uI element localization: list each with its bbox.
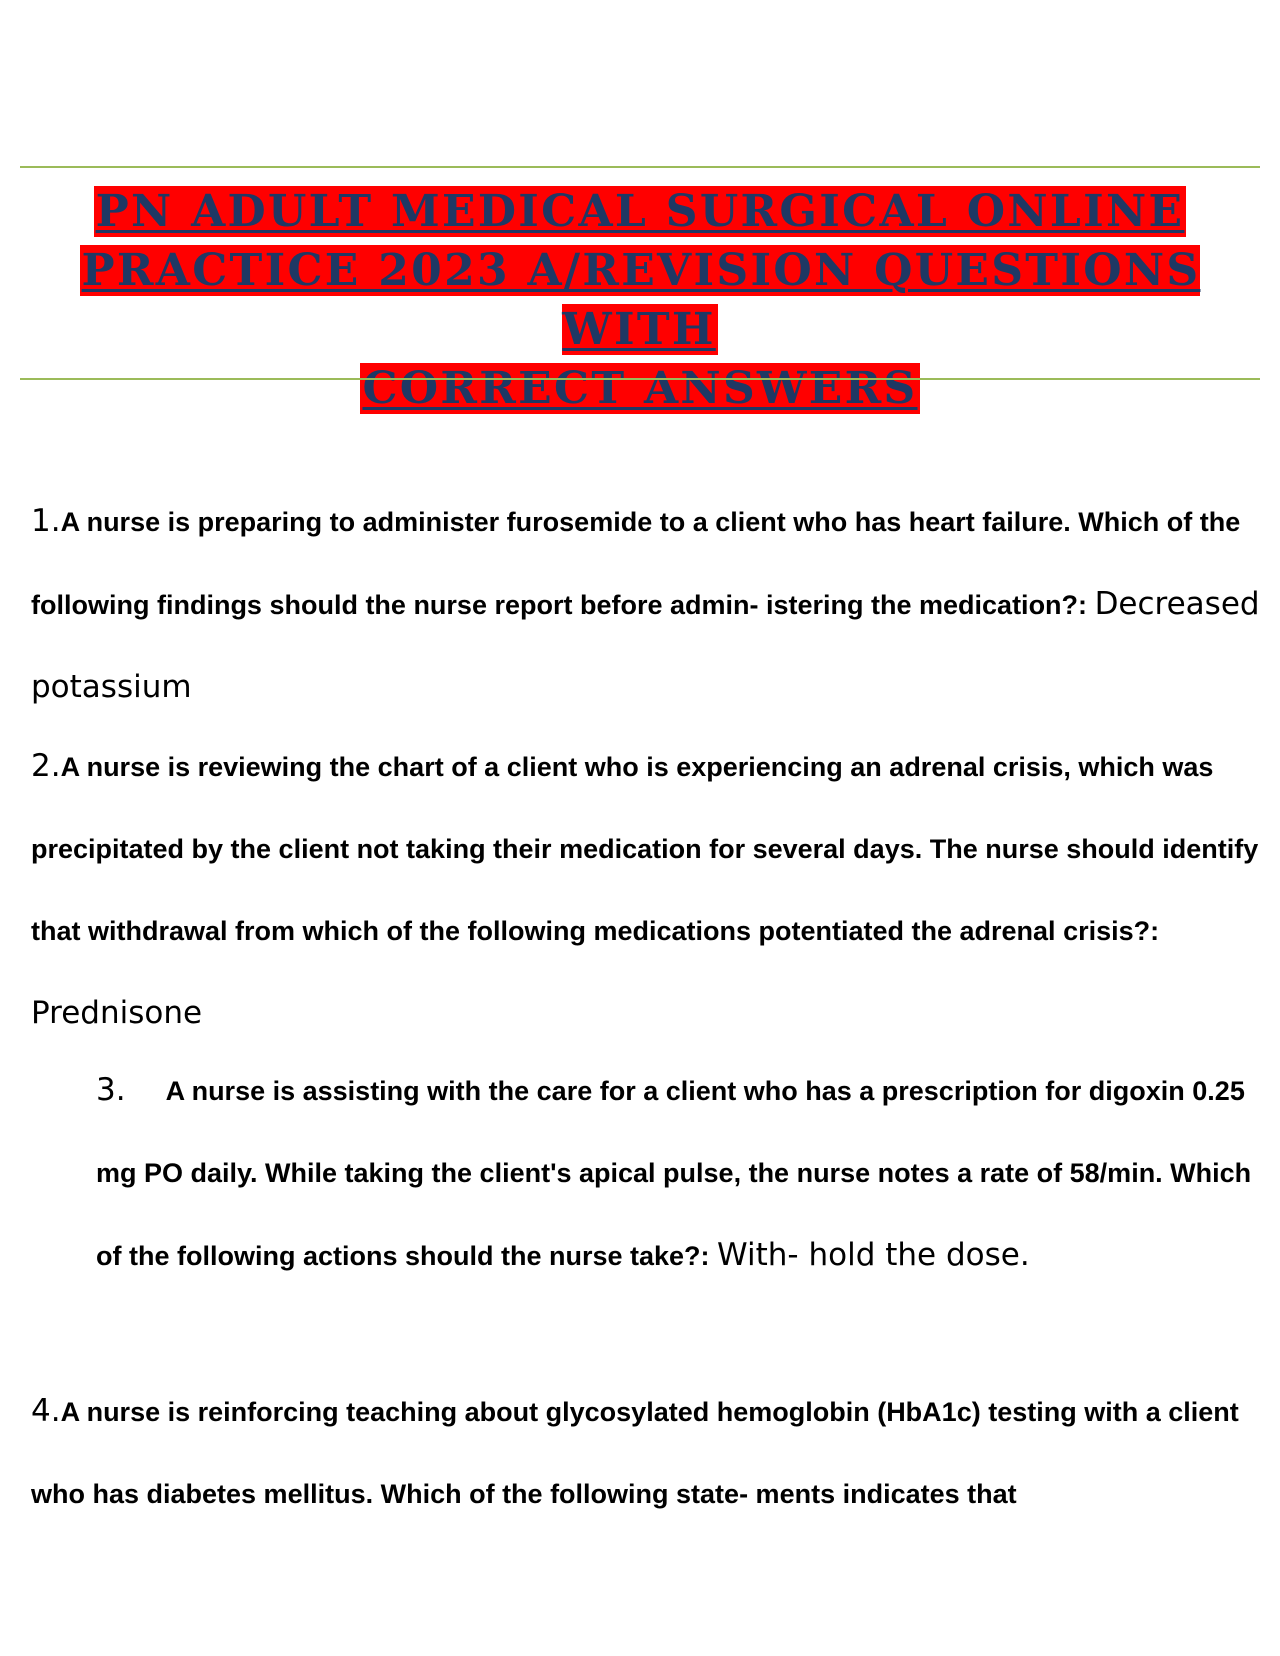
question-number: 4. xyxy=(31,1393,61,1429)
question-number: 1. xyxy=(31,503,61,539)
question-answer: Decreased potassium xyxy=(31,586,1260,705)
question-1 xyxy=(31,480,1260,729)
question-4 xyxy=(31,1370,1260,1535)
bottom-divider xyxy=(20,378,1260,380)
title-line-3: CORRECT ANSWERS xyxy=(362,363,918,414)
question-number: 3. xyxy=(96,1072,126,1108)
document-title xyxy=(20,182,1260,418)
title-line-2: PRACTICE 2023 A/REVISION QUESTIONS WITH xyxy=(81,245,1201,355)
question-3 xyxy=(96,1049,1260,1297)
question-text: A nurse is preparing to administer furosemide to a client who has heart failure. Which of the following findings should the nurse report before admin- istering the medication?: xyxy=(31,507,1241,620)
question-text: A nurse is reviewing the chart of a client who is experiencing an adrenal crisis, which was precipitated by the client not taking their medication for several days. The nurse should identify that withdrawal from which of the following medications potentiated the adrenal crisis?: xyxy=(31,752,1259,946)
question-text: A nurse is reinforcing teaching about glycosylated hemoglobin (HbA1c) testing with a client who has diabetes mellitus. Which of the following state- ments indicates that xyxy=(31,1397,1239,1509)
question-answer: With- hold the dose. xyxy=(717,1237,1030,1273)
question-text: A nurse is assisting with the care for a client who has a prescription for digoxin 0.25 mg PO daily. While taking the client's apical pulse, the nurse notes a rate of 58/min. Which of the following actions should the nurse take?: xyxy=(96,1076,1252,1271)
question-answer: Prednisone xyxy=(31,995,203,1031)
title-line-1: PN ADULT MEDICAL SURGICAL ONLINE xyxy=(95,186,1185,237)
question-2 xyxy=(31,725,1260,1055)
top-divider xyxy=(20,166,1260,168)
question-number: 2. xyxy=(31,748,61,784)
